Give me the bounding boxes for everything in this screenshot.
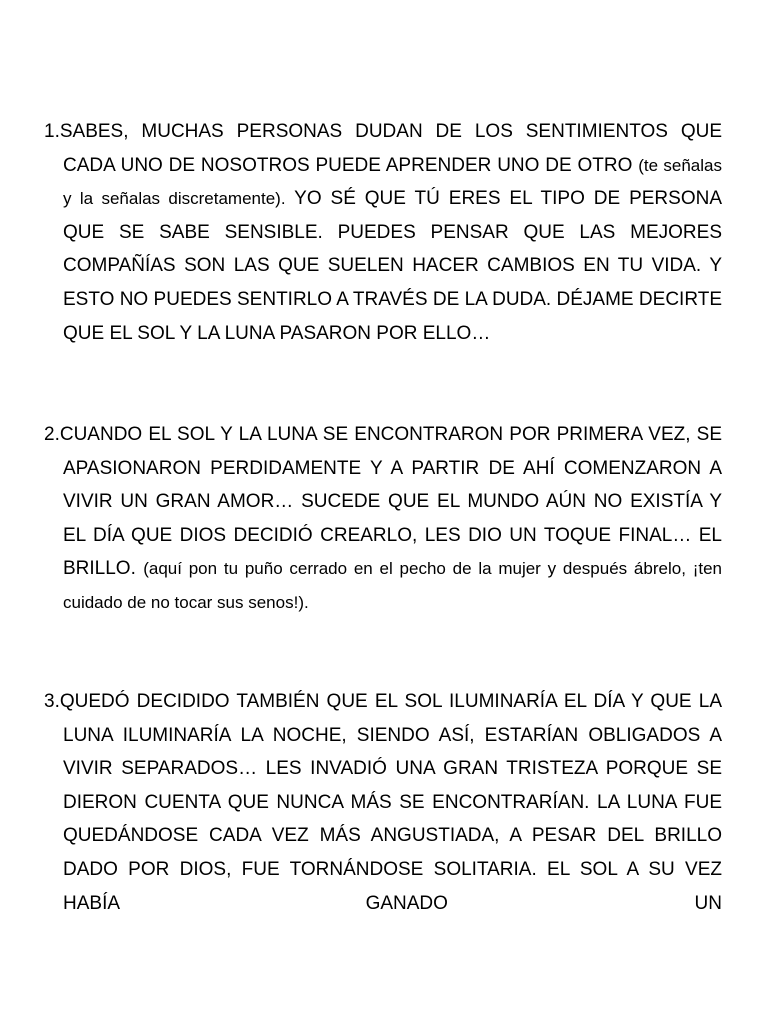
paragraph-1-text: SABES, MUCHAS PERSONAS DUDAN DE LOS SENTIMIENTOS QUE CADA UNO DE NOSOTROS PUEDE APRENDER UNO DE OTRO bbox=[59, 121, 722, 176]
paragraph-1-note: (te señalas y la señalas discretamente). bbox=[63, 155, 722, 209]
paragraph-3-number: 3. bbox=[44, 691, 60, 712]
paragraph-2 bbox=[44, 418, 722, 620]
paragraph-2-number: 2. bbox=[44, 424, 60, 445]
paragraph-2-note: (aquí pon tu puño cerrado en el pecho de la mujer y después ábrelo, ¡ten cuidado de no tocar sus senos!). bbox=[63, 559, 722, 612]
paragraph-3-text: QUEDÓ DECIDIDO TAMBIÉN QUE EL SOL ILUMINARÍA EL DÍA Y QUE LA LUNA ILUMINARÍA LA NOCHE, SIENDO ASÍ, ESTARÍAN OBLIGADOS A VIVIR SEPARADOS… LES INVADIÓ UNA GRAN TRISTEZA PORQUE SE DIERON CUENTA QUE NUNCA MÁS SE ENCONTRARÍAN. LA LUNA FUE QUEDÁNDOSE CADA VEZ MÁS ANGUSTIADA, A PESAR DEL BRILLO DADO POR DIOS, FUE TORNÁNDOSE SOLITARIA. EL SOL A SU VEZ HABÍA GANADO UN bbox=[59, 691, 722, 914]
paragraph-1 bbox=[44, 115, 722, 350]
paragraph-1-text-after: YO SÉ QUE TÚ ERES EL TIPO DE PERSONA QUE SE SABE SENSIBLE. PUEDES PENSAR QUE LAS MEJORES COMPAÑÍAS SON LAS QUE SUELEN HACER CAMBIOS EN TU VIDA. Y ESTO NO PUEDES SENTIRLO A TRAVÉS DE LA DUDA. DÉJAME DECIRTE QUE EL SOL Y LA LUNA PASARON POR ELLO… bbox=[63, 188, 723, 344]
paragraph-3 bbox=[44, 685, 722, 920]
paragraph-2-text: CUANDO EL SOL Y LA LUNA SE ENCONTRARON POR PRIMERA VEZ, SE APASIONARON PERDIDAMENTE Y A PARTIR DE AHÍ COMENZARON A VIVIR UN GRAN AMOR… SUCEDE QUE EL MUNDO AÚN NO EXISTÍA Y EL DÍA QUE DIOS DECIDIÓ CREARLO, LES DIO UN TOQUE FINAL… EL BRILLO. bbox=[59, 424, 722, 580]
paragraph-1-number: 1. bbox=[44, 121, 60, 142]
